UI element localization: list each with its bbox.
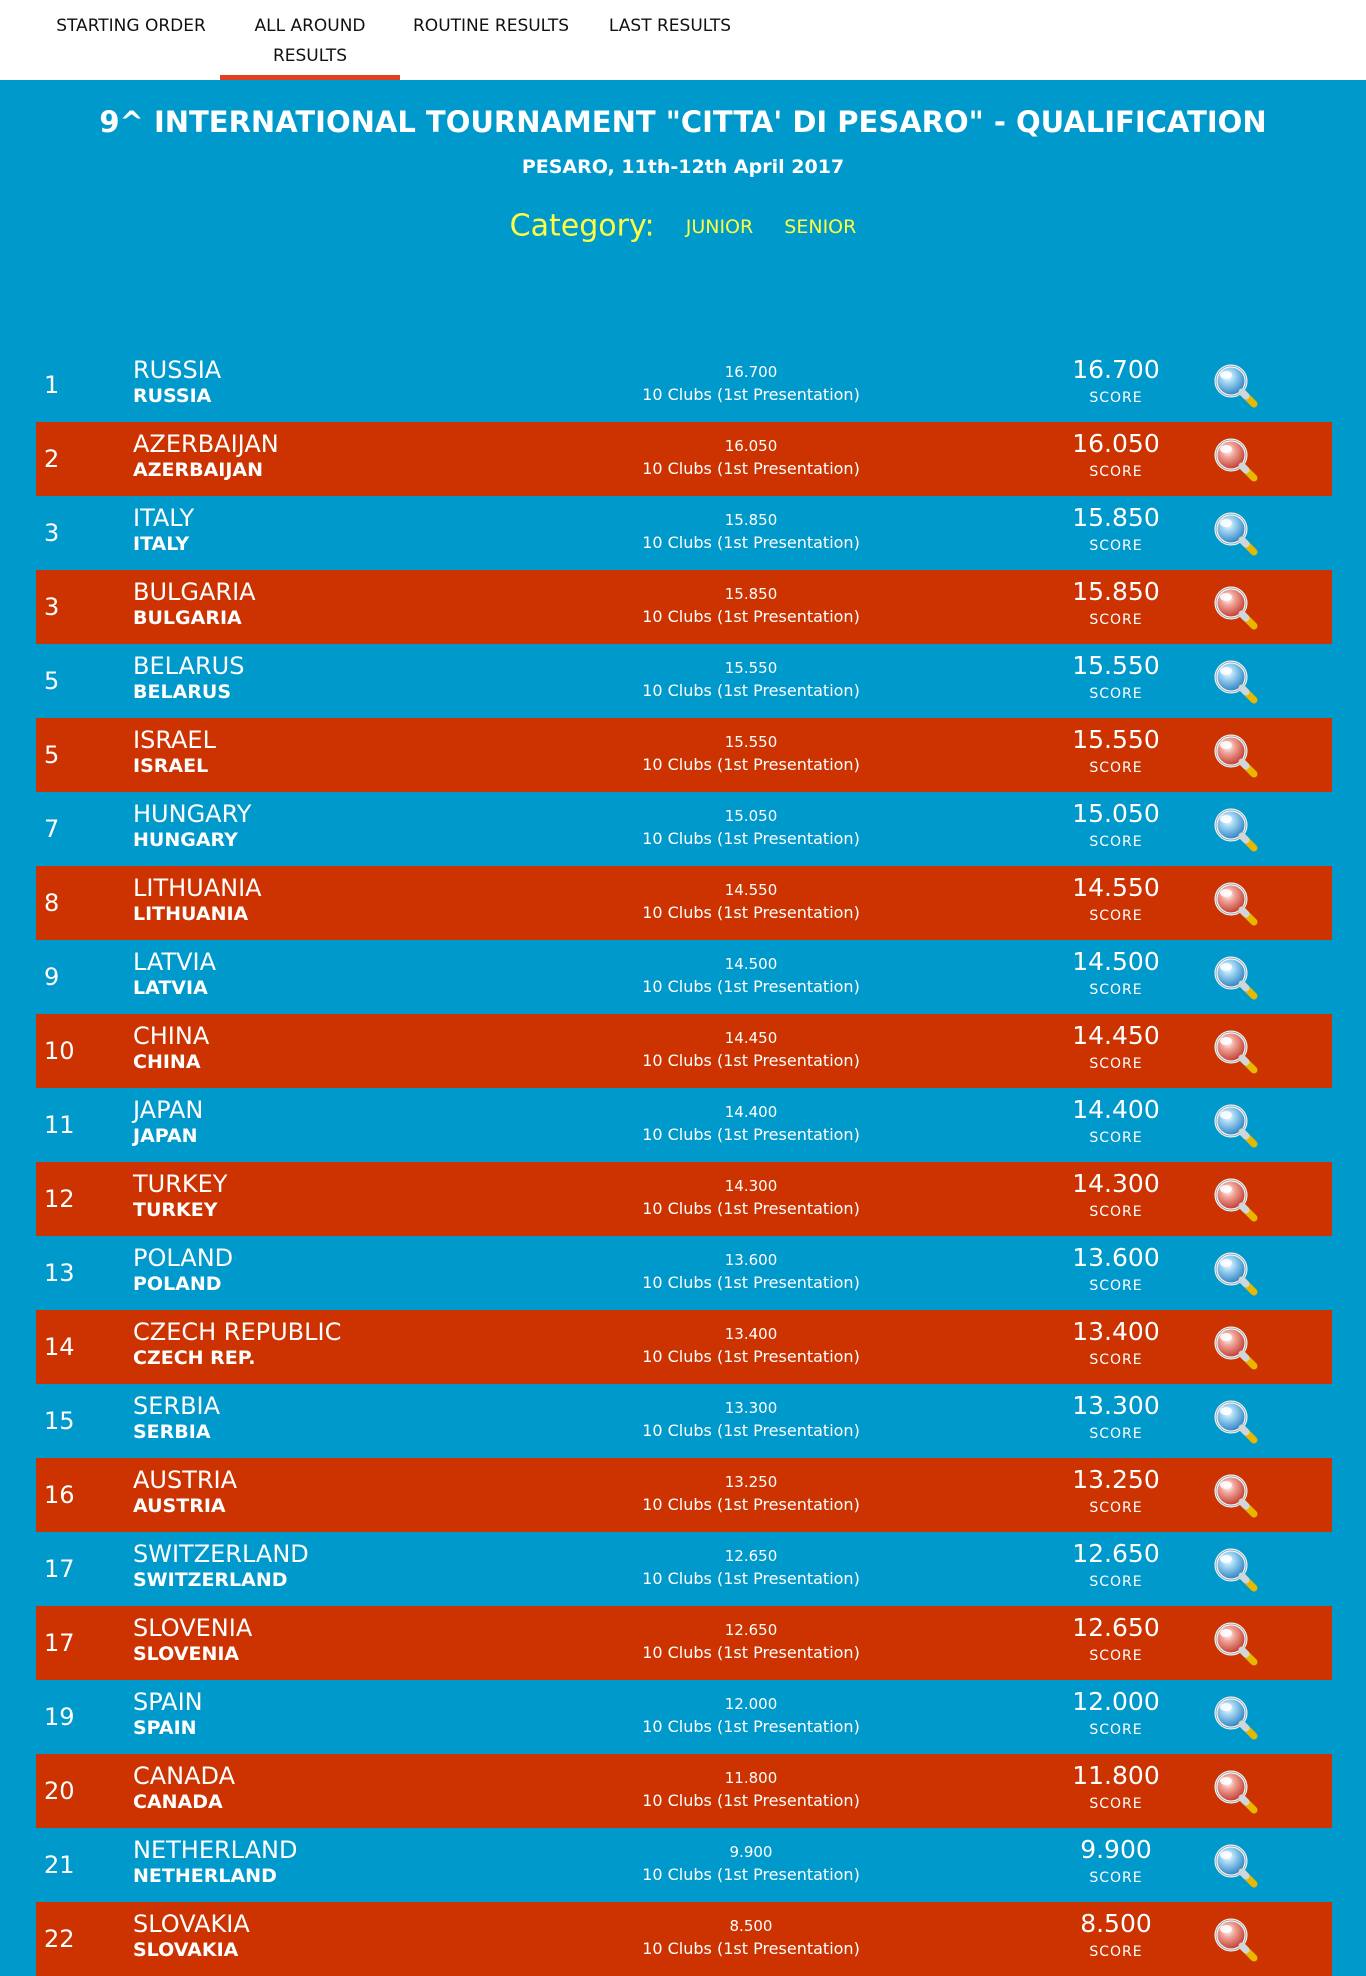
total-score: 13.600 [1072, 1243, 1160, 1272]
routine-score: 13.600 [724, 1251, 778, 1269]
team-name: POLAND [133, 1273, 222, 1295]
rank: 15 [44, 1407, 75, 1435]
rank: 1 [44, 371, 60, 399]
result-row [36, 1532, 1332, 1606]
routine-score: 15.550 [724, 733, 778, 751]
routine-score: 14.300 [724, 1177, 778, 1195]
tab-routine-results[interactable] [412, 0, 570, 80]
magnifier-icon[interactable] [1212, 510, 1260, 558]
score-label: SCORE [1089, 390, 1143, 406]
routine-score: 14.450 [724, 1029, 778, 1047]
result-row [36, 422, 1332, 496]
score-label: SCORE [1089, 1796, 1143, 1812]
routine-score: 15.550 [724, 659, 778, 677]
tab-starting-order[interactable] [56, 0, 206, 80]
team-name: AUSTRIA [133, 1495, 226, 1517]
tab-starting-order-label: STARTING ORDER [56, 16, 206, 36]
country-name: SWITZERLAND [133, 1540, 309, 1568]
total-score: 13.400 [1072, 1317, 1160, 1346]
routine-description: 10 Clubs (1st Presentation) [642, 977, 860, 996]
score-label: SCORE [1089, 612, 1143, 628]
routine-description: 10 Clubs (1st Presentation) [642, 1199, 860, 1218]
magnifier-icon[interactable] [1212, 1546, 1260, 1594]
country-name: SERBIA [133, 1392, 221, 1420]
result-row [36, 1014, 1332, 1088]
routine-score: 14.400 [724, 1103, 778, 1121]
result-row [36, 1384, 1332, 1458]
magnifier-icon[interactable] [1212, 1176, 1260, 1224]
total-score: 8.500 [1080, 1909, 1152, 1938]
rank: 14 [44, 1333, 75, 1361]
routine-score: 12.650 [724, 1547, 778, 1565]
magnifier-icon[interactable] [1212, 806, 1260, 854]
rank: 17 [44, 1555, 75, 1583]
score-label: SCORE [1089, 1056, 1143, 1072]
score-label: SCORE [1089, 1426, 1143, 1442]
team-name: ITALY [133, 533, 190, 555]
score-label: SCORE [1089, 1204, 1143, 1220]
category-selector [0, 206, 1366, 246]
magnifier-icon[interactable] [1212, 1472, 1260, 1520]
magnifier-icon[interactable] [1212, 732, 1260, 780]
rank: 11 [44, 1111, 75, 1139]
score-label: SCORE [1089, 1130, 1143, 1146]
routine-description: 10 Clubs (1st Presentation) [642, 1717, 860, 1736]
routine-description: 10 Clubs (1st Presentation) [642, 1939, 860, 1958]
rank: 12 [44, 1185, 75, 1213]
total-score: 14.450 [1072, 1021, 1160, 1050]
magnifier-icon[interactable] [1212, 1324, 1260, 1372]
routine-description: 10 Clubs (1st Presentation) [642, 1051, 860, 1070]
magnifier-icon[interactable] [1212, 436, 1260, 484]
team-name: TURKEY [133, 1199, 218, 1221]
team-name: AZERBAIJAN [133, 459, 264, 481]
routine-score: 9.900 [729, 1843, 773, 1861]
routine-description: 10 Clubs (1st Presentation) [642, 829, 860, 848]
category-link-junior[interactable]: JUNIOR [685, 215, 754, 238]
results-table [36, 348, 1332, 1976]
result-row [36, 1754, 1332, 1828]
team-name: JAPAN [133, 1125, 198, 1147]
country-name: AUSTRIA [133, 1466, 238, 1494]
score-label: SCORE [1089, 1278, 1143, 1294]
team-name: CANADA [133, 1791, 223, 1813]
magnifier-icon[interactable] [1212, 658, 1260, 706]
result-row [36, 644, 1332, 718]
country-name: NETHERLAND [133, 1836, 298, 1864]
country-name: LATVIA [133, 948, 217, 976]
score-label: SCORE [1089, 760, 1143, 776]
category-label: Category: [509, 208, 655, 244]
total-score: 13.250 [1072, 1465, 1160, 1494]
total-score: 16.050 [1072, 429, 1160, 458]
result-row [36, 1458, 1332, 1532]
result-row [36, 1828, 1332, 1902]
rank: 22 [44, 1925, 75, 1953]
score-label: SCORE [1089, 1648, 1143, 1664]
result-row [36, 1162, 1332, 1236]
total-score: 16.700 [1072, 355, 1160, 384]
rank: 3 [44, 519, 60, 547]
score-label: SCORE [1089, 686, 1143, 702]
routine-score: 14.550 [724, 881, 778, 899]
routine-score: 16.050 [724, 437, 778, 455]
rank: 13 [44, 1259, 75, 1287]
score-label: SCORE [1089, 1870, 1143, 1886]
magnifier-icon[interactable] [1212, 1250, 1260, 1298]
routine-description: 10 Clubs (1st Presentation) [642, 385, 860, 404]
routine-description: 10 Clubs (1st Presentation) [642, 607, 860, 626]
page-title: 9^ INTERNATIONAL TOURNAMENT "CITTA' DI PESARO" - QUALIFICATION [99, 105, 1267, 139]
total-score: 15.850 [1072, 577, 1160, 606]
score-label: SCORE [1089, 834, 1143, 850]
team-name: BELARUS [133, 681, 232, 703]
team-name: SWITZERLAND [133, 1569, 288, 1591]
tab-last-results[interactable] [608, 0, 732, 80]
routine-score: 13.250 [724, 1473, 778, 1491]
routine-description: 10 Clubs (1st Presentation) [642, 1791, 860, 1810]
rank: 17 [44, 1629, 75, 1657]
routine-description: 10 Clubs (1st Presentation) [642, 1125, 860, 1144]
total-score: 11.800 [1072, 1761, 1160, 1790]
routine-description: 10 Clubs (1st Presentation) [642, 1273, 860, 1292]
rank: 21 [44, 1851, 75, 1879]
routine-description: 10 Clubs (1st Presentation) [642, 1495, 860, 1514]
tab-all-around-results-label-line1: ALL AROUND [254, 16, 366, 36]
routine-description: 10 Clubs (1st Presentation) [642, 755, 860, 774]
routine-score: 12.650 [724, 1621, 778, 1639]
routine-score: 14.500 [724, 955, 778, 973]
country-name: RUSSIA [133, 356, 222, 384]
score-label: SCORE [1089, 1574, 1143, 1590]
routine-score: 12.000 [724, 1695, 778, 1713]
country-name: CHINA [133, 1022, 210, 1050]
routine-score: 15.850 [724, 511, 778, 529]
country-name: BULGARIA [133, 578, 256, 606]
country-name: SLOVENIA [133, 1614, 253, 1642]
routine-description: 10 Clubs (1st Presentation) [642, 1569, 860, 1588]
score-label: SCORE [1089, 908, 1143, 924]
country-name: ISRAEL [133, 726, 216, 754]
total-score: 15.050 [1072, 799, 1160, 828]
routine-description: 10 Clubs (1st Presentation) [642, 1347, 860, 1366]
routine-description: 10 Clubs (1st Presentation) [642, 1643, 860, 1662]
result-row [36, 866, 1332, 940]
rank: 16 [44, 1481, 75, 1509]
country-name: BELARUS [133, 652, 245, 680]
team-name: NETHERLAND [133, 1865, 277, 1887]
magnifier-icon[interactable] [1212, 1694, 1260, 1742]
score-label: SCORE [1089, 1944, 1143, 1960]
result-row [36, 1902, 1332, 1976]
total-score: 14.300 [1072, 1169, 1160, 1198]
team-name: BULGARIA [133, 607, 242, 629]
rank: 10 [44, 1037, 75, 1065]
country-name: SPAIN [133, 1688, 203, 1716]
team-name: SERBIA [133, 1421, 211, 1443]
rank: 8 [44, 889, 60, 917]
country-name: POLAND [133, 1244, 234, 1272]
magnifier-icon[interactable] [1212, 1028, 1260, 1076]
score-label: SCORE [1089, 1352, 1143, 1368]
rank: 9 [44, 963, 60, 991]
total-score: 13.300 [1072, 1391, 1160, 1420]
score-label: SCORE [1089, 982, 1143, 998]
top-navigation [0, 0, 1366, 80]
team-name: RUSSIA [133, 385, 212, 407]
country-name: LITHUANIA [133, 874, 262, 902]
magnifier-icon[interactable] [1212, 1768, 1260, 1816]
rank: 19 [44, 1703, 75, 1731]
routine-score: 16.700 [724, 363, 778, 381]
tab-all-around-results-label-line2: RESULTS [272, 46, 348, 66]
tab-routine-results-label: ROUTINE RESULTS [413, 16, 569, 36]
category-link-senior[interactable]: SENIOR [784, 215, 857, 238]
routine-description: 10 Clubs (1st Presentation) [642, 681, 860, 700]
magnifier-icon[interactable] [1212, 1842, 1260, 1890]
rank: 5 [44, 741, 60, 769]
total-score: 12.650 [1072, 1539, 1160, 1568]
country-name: CANADA [133, 1762, 236, 1790]
team-name: LATVIA [133, 977, 208, 999]
team-name: HUNGARY [133, 829, 238, 851]
result-row [36, 348, 1332, 422]
total-score: 15.550 [1072, 651, 1160, 680]
tab-last-results-label: LAST RESULTS [608, 16, 732, 36]
country-name: AZERBAIJAN [133, 430, 279, 458]
result-row [36, 1088, 1332, 1162]
magnifier-icon[interactable] [1212, 1620, 1260, 1668]
total-score: 12.650 [1072, 1613, 1160, 1642]
rank: 20 [44, 1777, 75, 1805]
team-name: CZECH REP. [133, 1347, 256, 1369]
result-row [36, 792, 1332, 866]
routine-score: 13.300 [724, 1399, 778, 1417]
routine-description: 10 Clubs (1st Presentation) [642, 459, 860, 478]
routine-score: 13.400 [724, 1325, 778, 1343]
team-name: CHINA [133, 1051, 201, 1073]
result-row [36, 1236, 1332, 1310]
result-row [36, 496, 1332, 570]
routine-score: 15.050 [724, 807, 778, 825]
result-row [36, 1606, 1332, 1680]
total-score: 12.000 [1072, 1687, 1160, 1716]
country-name: TURKEY [133, 1170, 228, 1198]
routine-description: 10 Clubs (1st Presentation) [642, 533, 860, 552]
team-name: ISRAEL [133, 755, 209, 777]
magnifier-icon[interactable] [1212, 1398, 1260, 1446]
magnifier-icon[interactable] [1212, 954, 1260, 1002]
routine-description: 10 Clubs (1st Presentation) [642, 1865, 860, 1884]
routine-score: 8.500 [729, 1917, 773, 1935]
magnifier-icon[interactable] [1212, 1102, 1260, 1150]
result-row [36, 718, 1332, 792]
rank: 5 [44, 667, 60, 695]
magnifier-icon[interactable] [1212, 362, 1260, 410]
routine-description: 10 Clubs (1st Presentation) [642, 1421, 860, 1440]
team-name: SLOVENIA [133, 1643, 240, 1665]
result-row [36, 940, 1332, 1014]
tab-all-around-results[interactable] [220, 0, 400, 80]
routine-score: 11.800 [724, 1769, 778, 1787]
magnifier-icon[interactable] [1212, 584, 1260, 632]
score-label: SCORE [1089, 538, 1143, 554]
team-name: SLOVAKIA [133, 1939, 239, 1961]
rank: 3 [44, 593, 60, 621]
result-row [36, 570, 1332, 644]
country-name: HUNGARY [133, 800, 252, 828]
country-name: SLOVAKIA [133, 1910, 250, 1938]
total-score: 9.900 [1080, 1835, 1152, 1864]
event-subtitle: PESARO, 11th-12th April 2017 [521, 156, 845, 178]
total-score: 15.850 [1072, 503, 1160, 532]
score-label: SCORE [1089, 464, 1143, 480]
results-panel [0, 80, 1366, 1961]
country-name: ITALY [133, 504, 195, 532]
routine-description: 10 Clubs (1st Presentation) [642, 903, 860, 922]
total-score: 14.500 [1072, 947, 1160, 976]
result-row [36, 1310, 1332, 1384]
team-name: SPAIN [133, 1717, 197, 1739]
team-name: LITHUANIA [133, 903, 249, 925]
total-score: 15.550 [1072, 725, 1160, 754]
total-score: 14.550 [1072, 873, 1160, 902]
routine-score: 15.850 [724, 585, 778, 603]
score-label: SCORE [1089, 1500, 1143, 1516]
rank: 7 [44, 815, 60, 843]
result-row [36, 1680, 1332, 1754]
country-name: CZECH REPUBLIC [133, 1318, 342, 1346]
total-score: 14.400 [1072, 1095, 1160, 1124]
magnifier-icon[interactable] [1212, 880, 1260, 928]
score-label: SCORE [1089, 1722, 1143, 1738]
rank: 2 [44, 445, 60, 473]
country-name: JAPAN [133, 1096, 204, 1124]
magnifier-icon[interactable] [1212, 1916, 1260, 1964]
